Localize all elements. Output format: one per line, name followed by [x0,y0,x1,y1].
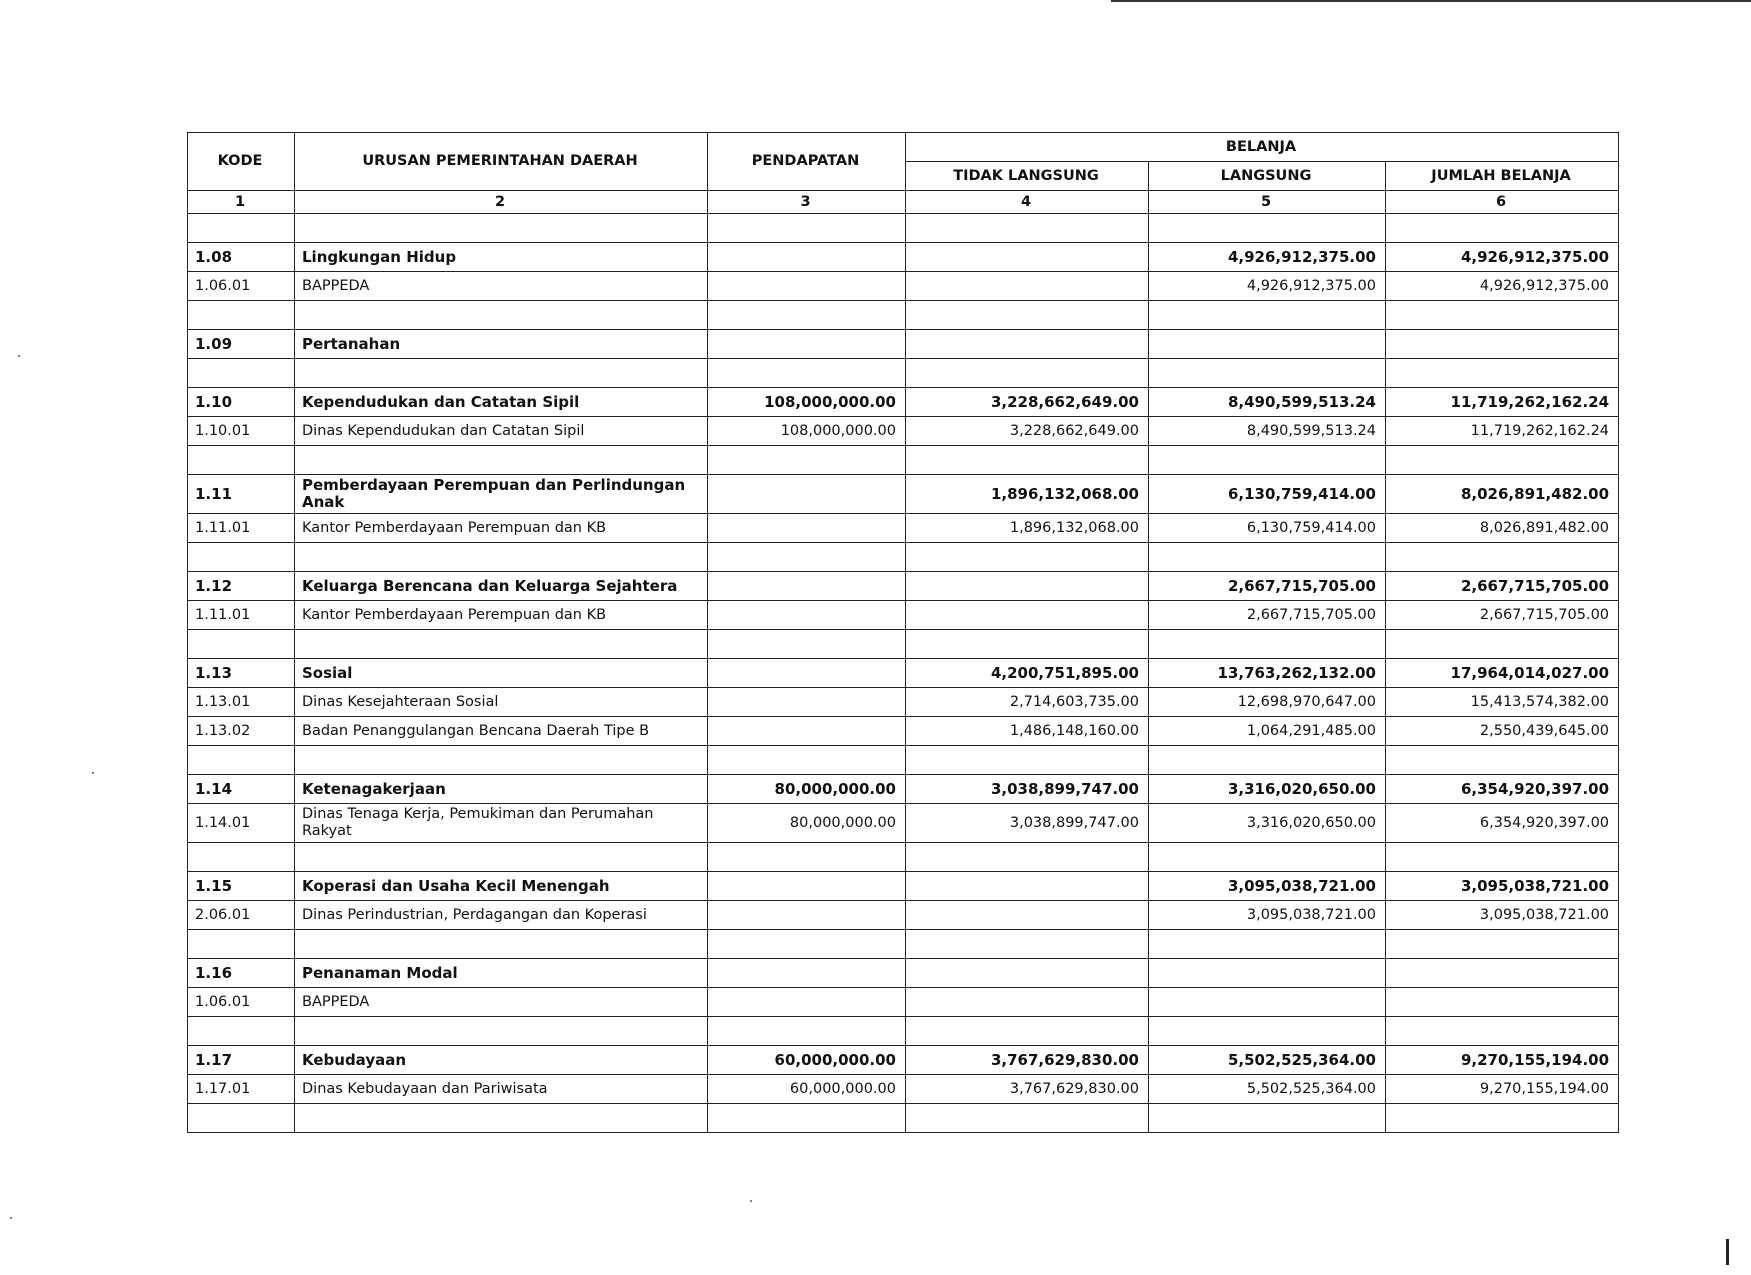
empty-cell [1149,843,1386,872]
pendapatan-cell [708,959,906,988]
column-number: 5 [1149,191,1386,214]
header-urusan: URUSAN PEMERINTAHAN DAERAH [295,133,708,191]
empty-cell [906,930,1149,959]
urusan-cell: Dinas Perindustrian, Perdagangan dan Koperasi [295,901,708,930]
jumlah-belanja-cell: 9,270,155,194.00 [1386,1046,1619,1075]
urusan-cell: Dinas Kesejahteraan Sosial [295,688,708,717]
urusan-group-row [188,330,1619,359]
empty-cell [1386,1104,1619,1133]
pendapatan-cell [708,688,906,717]
jumlah-belanja-cell: 2,667,715,705.00 [1386,601,1619,630]
scan-edge-mark [1111,0,1751,2]
empty-cell [708,301,906,330]
kode-cell: 1.11 [188,475,295,514]
kode-cell: 1.14 [188,775,295,804]
langsung-cell: 12,698,970,647.00 [1149,688,1386,717]
empty-cell [708,630,906,659]
langsung-cell: 5,502,525,364.00 [1149,1075,1386,1104]
pendapatan-cell: 60,000,000.00 [708,1075,906,1104]
tidak-langsung-cell: 3,228,662,649.00 [906,417,1149,446]
langsung-cell: 3,095,038,721.00 [1149,901,1386,930]
empty-cell [188,630,295,659]
blank-row [188,301,1619,330]
kode-cell: 1.11.01 [188,514,295,543]
urusan-group-row [188,243,1619,272]
jumlah-belanja-cell: 3,095,038,721.00 [1386,872,1619,901]
tidak-langsung-cell: 3,038,899,747.00 [906,775,1149,804]
jumlah-belanja-cell [1386,988,1619,1017]
skpd-item-row [188,417,1619,446]
urusan-cell: Penanaman Modal [295,959,708,988]
empty-cell [906,543,1149,572]
column-number: 4 [906,191,1149,214]
empty-cell [1386,1017,1619,1046]
empty-cell [188,1104,295,1133]
empty-cell [708,746,906,775]
kode-cell: 1.17.01 [188,1075,295,1104]
urusan-group-row [188,388,1619,417]
kode-cell: 1.10 [188,388,295,417]
pendapatan-cell: 80,000,000.00 [708,775,906,804]
skpd-item-row [188,901,1619,930]
langsung-cell: 6,130,759,414.00 [1149,514,1386,543]
urusan-cell: Kependudukan dan Catatan Sipil [295,388,708,417]
column-number-row [188,191,1619,214]
empty-cell [906,214,1149,243]
empty-cell [295,446,708,475]
jumlah-belanja-cell [1386,330,1619,359]
empty-cell [1386,301,1619,330]
empty-cell [708,1104,906,1133]
kode-cell: 1.06.01 [188,988,295,1017]
pendapatan-cell [708,475,906,514]
pendapatan-cell: 108,000,000.00 [708,388,906,417]
pendapatan-cell [708,988,906,1017]
jumlah-belanja-cell: 6,354,920,397.00 [1386,775,1619,804]
tidak-langsung-cell [906,572,1149,601]
jumlah-belanja-cell: 4,926,912,375.00 [1386,243,1619,272]
jumlah-belanja-cell: 2,667,715,705.00 [1386,572,1619,601]
jumlah-belanja-cell: 4,926,912,375.00 [1386,272,1619,301]
jumlah-belanja-cell: 11,719,262,162.24 [1386,417,1619,446]
tidak-langsung-cell: 1,486,148,160.00 [906,717,1149,746]
tidak-langsung-cell: 4,200,751,895.00 [906,659,1149,688]
empty-cell [295,746,708,775]
skpd-item-row [188,804,1619,843]
tidak-langsung-cell [906,901,1149,930]
pendapatan-cell [708,572,906,601]
empty-cell [1149,301,1386,330]
scan-speck [750,1200,752,1202]
pendapatan-cell [708,601,906,630]
empty-cell [906,746,1149,775]
empty-cell [1386,930,1619,959]
jumlah-belanja-cell: 11,719,262,162.24 [1386,388,1619,417]
header-pendapatan: PENDAPATAN [708,133,906,191]
langsung-cell: 13,763,262,132.00 [1149,659,1386,688]
header-belanja: BELANJA [906,133,1619,162]
jumlah-belanja-cell: 8,026,891,482.00 [1386,514,1619,543]
budget-table [187,132,1619,1133]
table-body [188,214,1619,1133]
skpd-item-row [188,514,1619,543]
urusan-cell: Koperasi dan Usaha Kecil Menengah [295,872,708,901]
skpd-item-row [188,1075,1619,1104]
empty-cell [188,543,295,572]
empty-cell [1149,214,1386,243]
empty-cell [1149,930,1386,959]
blank-row [188,1104,1619,1133]
pendapatan-cell [708,243,906,272]
jumlah-belanja-cell: 8,026,891,482.00 [1386,475,1619,514]
langsung-cell: 5,502,525,364.00 [1149,1046,1386,1075]
skpd-item-row [188,688,1619,717]
urusan-cell: Pertanahan [295,330,708,359]
column-number: 2 [295,191,708,214]
pendapatan-cell [708,514,906,543]
empty-cell [708,543,906,572]
kode-cell: 1.08 [188,243,295,272]
urusan-group-row [188,475,1619,514]
langsung-cell: 3,316,020,650.00 [1149,804,1386,843]
empty-cell [295,543,708,572]
empty-cell [295,843,708,872]
kode-cell: 1.13.01 [188,688,295,717]
scan-speck [92,772,94,774]
empty-cell [295,301,708,330]
urusan-group-row [188,959,1619,988]
kode-cell: 1.10.01 [188,417,295,446]
empty-cell [1386,843,1619,872]
blank-row [188,214,1619,243]
urusan-cell: Dinas Kebudayaan dan Pariwisata [295,1075,708,1104]
pendapatan-cell [708,901,906,930]
empty-cell [906,359,1149,388]
empty-cell [1386,746,1619,775]
empty-cell [295,1104,708,1133]
jumlah-belanja-cell [1386,959,1619,988]
empty-cell [295,359,708,388]
pendapatan-cell [708,872,906,901]
empty-cell [1149,1017,1386,1046]
empty-cell [1149,543,1386,572]
kode-cell: 1.06.01 [188,272,295,301]
column-number: 3 [708,191,906,214]
urusan-cell: Kebudayaan [295,1046,708,1075]
urusan-group-row [188,872,1619,901]
pendapatan-cell: 80,000,000.00 [708,804,906,843]
jumlah-belanja-cell: 15,413,574,382.00 [1386,688,1619,717]
langsung-cell [1149,330,1386,359]
langsung-cell: 6,130,759,414.00 [1149,475,1386,514]
langsung-cell: 2,667,715,705.00 [1149,572,1386,601]
empty-cell [188,930,295,959]
scan-edge-mark-right [1726,1239,1729,1265]
blank-row [188,446,1619,475]
tidak-langsung-cell: 3,767,629,830.00 [906,1075,1149,1104]
tidak-langsung-cell [906,243,1149,272]
kode-cell: 1.15 [188,872,295,901]
empty-cell [1149,359,1386,388]
empty-cell [1149,446,1386,475]
pendapatan-cell [708,272,906,301]
empty-cell [708,359,906,388]
empty-cell [295,930,708,959]
empty-cell [188,446,295,475]
urusan-group-row [188,572,1619,601]
scan-speck [18,355,20,357]
langsung-cell: 4,926,912,375.00 [1149,272,1386,301]
empty-cell [188,746,295,775]
empty-cell [1386,214,1619,243]
kode-cell: 1.09 [188,330,295,359]
urusan-group-row [188,1046,1619,1075]
kode-cell: 1.14.01 [188,804,295,843]
langsung-cell: 2,667,715,705.00 [1149,601,1386,630]
langsung-cell: 1,064,291,485.00 [1149,717,1386,746]
empty-cell [188,1017,295,1046]
urusan-cell: BAPPEDA [295,272,708,301]
empty-cell [1149,630,1386,659]
empty-cell [708,843,906,872]
empty-cell [906,301,1149,330]
skpd-item-row [188,988,1619,1017]
skpd-item-row [188,601,1619,630]
skpd-item-row [188,717,1619,746]
pendapatan-cell: 108,000,000.00 [708,417,906,446]
langsung-cell: 4,926,912,375.00 [1149,243,1386,272]
urusan-cell: Dinas Kependudukan dan Catatan Sipil [295,417,708,446]
empty-cell [295,1017,708,1046]
kode-cell: 1.16 [188,959,295,988]
empty-cell [906,1104,1149,1133]
kode-cell: 1.13.02 [188,717,295,746]
urusan-cell: BAPPEDA [295,988,708,1017]
empty-cell [708,930,906,959]
pendapatan-cell [708,659,906,688]
empty-cell [1386,359,1619,388]
header-langsung: LANGSUNG [1149,162,1386,191]
blank-row [188,746,1619,775]
empty-cell [188,301,295,330]
kode-cell: 1.13 [188,659,295,688]
pendapatan-cell [708,717,906,746]
header-jumlah-belanja: JUMLAH BELANJA [1386,162,1619,191]
urusan-cell: Badan Penanggulangan Bencana Daerah Tipe B [295,717,708,746]
empty-cell [1386,446,1619,475]
tidak-langsung-cell [906,330,1149,359]
skpd-item-row [188,272,1619,301]
empty-cell [906,843,1149,872]
header-kode: KODE [188,133,295,191]
urusan-cell: Kantor Pemberdayaan Perempuan dan KB [295,514,708,543]
jumlah-belanja-cell: 17,964,014,027.00 [1386,659,1619,688]
urusan-group-row [188,659,1619,688]
kode-cell: 1.11.01 [188,601,295,630]
blank-row [188,930,1619,959]
empty-cell [1386,543,1619,572]
empty-cell [188,843,295,872]
empty-cell [295,630,708,659]
urusan-cell: Pemberdayaan Perempuan dan Perlindungan Anak [295,475,708,514]
langsung-cell: 8,490,599,513.24 [1149,388,1386,417]
tidak-langsung-cell [906,988,1149,1017]
urusan-cell: Lingkungan Hidup [295,243,708,272]
urusan-cell: Dinas Tenaga Kerja, Pemukiman dan Perumahan Rakyat [295,804,708,843]
kode-cell: 1.12 [188,572,295,601]
blank-row [188,843,1619,872]
column-number: 6 [1386,191,1619,214]
tidak-langsung-cell: 1,896,132,068.00 [906,475,1149,514]
kode-cell: 2.06.01 [188,901,295,930]
tidak-langsung-cell [906,872,1149,901]
langsung-cell [1149,959,1386,988]
blank-row [188,543,1619,572]
scan-speck [10,1217,12,1219]
empty-cell [708,214,906,243]
blank-row [188,359,1619,388]
urusan-cell: Sosial [295,659,708,688]
langsung-cell: 8,490,599,513.24 [1149,417,1386,446]
tidak-langsung-cell: 2,714,603,735.00 [906,688,1149,717]
jumlah-belanja-cell: 6,354,920,397.00 [1386,804,1619,843]
tidak-langsung-cell: 3,038,899,747.00 [906,804,1149,843]
empty-cell [906,630,1149,659]
empty-cell [1386,630,1619,659]
empty-cell [1149,1104,1386,1133]
empty-cell [1149,746,1386,775]
pendapatan-cell: 60,000,000.00 [708,1046,906,1075]
empty-cell [295,214,708,243]
header-tidak-langsung: TIDAK LANGSUNG [906,162,1149,191]
urusan-group-row [188,775,1619,804]
tidak-langsung-cell [906,959,1149,988]
empty-cell [188,359,295,388]
tidak-langsung-cell: 3,228,662,649.00 [906,388,1149,417]
blank-row [188,1017,1619,1046]
empty-cell [188,214,295,243]
jumlah-belanja-cell: 3,095,038,721.00 [1386,901,1619,930]
jumlah-belanja-cell: 2,550,439,645.00 [1386,717,1619,746]
empty-cell [906,1017,1149,1046]
blank-row [188,630,1619,659]
urusan-cell: Kantor Pemberdayaan Perempuan dan KB [295,601,708,630]
pendapatan-cell [708,330,906,359]
tidak-langsung-cell: 1,896,132,068.00 [906,514,1149,543]
empty-cell [708,1017,906,1046]
column-number: 1 [188,191,295,214]
jumlah-belanja-cell: 9,270,155,194.00 [1386,1075,1619,1104]
tidak-langsung-cell [906,601,1149,630]
langsung-cell: 3,095,038,721.00 [1149,872,1386,901]
langsung-cell [1149,988,1386,1017]
langsung-cell: 3,316,020,650.00 [1149,775,1386,804]
kode-cell: 1.17 [188,1046,295,1075]
empty-cell [906,446,1149,475]
urusan-cell: Keluarga Berencana dan Keluarga Sejahtera [295,572,708,601]
urusan-cell: Ketenagakerjaan [295,775,708,804]
tidak-langsung-cell: 3,767,629,830.00 [906,1046,1149,1075]
tidak-langsung-cell [906,272,1149,301]
empty-cell [708,446,906,475]
